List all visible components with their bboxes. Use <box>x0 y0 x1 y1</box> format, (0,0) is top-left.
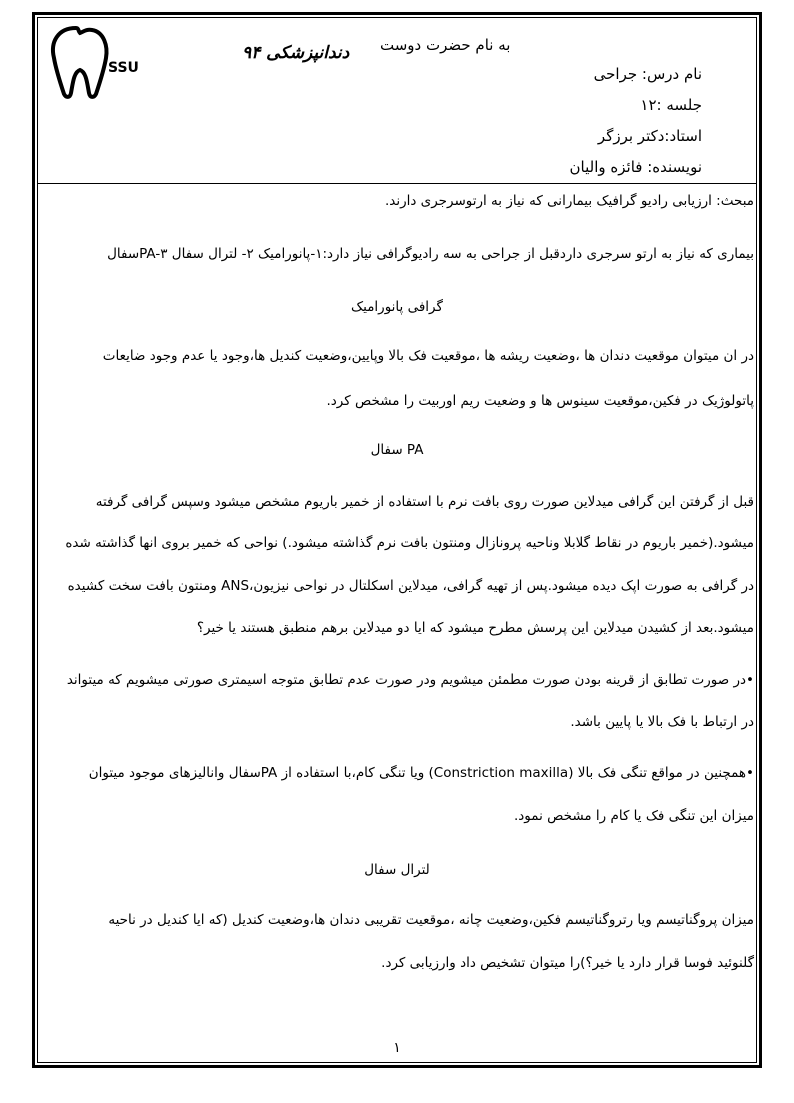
session-number: جلسه :۱۲ <box>640 96 702 114</box>
bismillah-heading: به نام حضرت دوست <box>380 36 511 54</box>
pa-line-1: قبل از گرفتن این گرافی میدلاین صورت روی بافت نرم با استفاده از خمیر باریوم مشخص میشود وسپس گرافی گرفته <box>95 494 754 510</box>
pa-bullet-2-line-2: میزان این تنگی فک یا کام را مشخص نمود. <box>513 808 754 824</box>
tooth-logo-icon <box>46 22 350 102</box>
pa-bullet-1-line-1: •در صورت تطابق از قرینه بودن صورت مطمئن میشویم ودر صورت عدم تطابق متوجه اسیمتری صورتی میشویم که میتواند <box>66 672 754 688</box>
topic-line: مبحث: ارزیابی رادیو گرافیک بیمارانی که نیاز به ارتوسرجری دارند. <box>384 193 754 209</box>
panoramic-line-2: پاتولوژیک در فکین،موقعیت سینوس ها و وضعیت ریم اوربیت را مشخص کرد. <box>326 393 754 409</box>
pa-bullet-1-line-2: در ارتباط با فک بالا یا پایین باشد. <box>570 714 754 730</box>
intro-line: بیماری که نیاز به ارتو سرجری داردقبل از جراحی به سه رادیوگرافی نیاز دارد:۱-پانورامیک ۲- لترال سفال PA-۳سفال <box>107 246 754 262</box>
pa-line-4: میشود.بعد از کشیدن میدلاین این پرسش مطرح میشود که ایا دو میدلاین برهم منطبق هستند یا خیر؟ <box>196 620 754 636</box>
page-number: ۱ <box>393 1040 401 1056</box>
svg-text:SSU: SSU <box>108 60 139 76</box>
pa-line-3: در گرافی به صورت اپک دیده میشود.پس از تهیه گرافی، میدلاین اسکلتال در نواحی نیزیون،ANS ومنتون بافت سخت کشیده <box>67 578 754 594</box>
svg-text:دندانپزشکی ۹۴: دندانپزشکی ۹۴ <box>242 43 350 63</box>
course-name: نام درس: جراحی <box>593 65 702 83</box>
header-divider <box>38 183 756 184</box>
pa-line-2: میشود.(خمیر باریوم در نقاط گلابلا وناحیه پرونازال ومنتون بافت نرم گذاشته میشود.) نواحی که خمیر بروی انها گذاشته شده <box>65 535 754 551</box>
pa-heading: PA سفال <box>370 442 424 458</box>
lateral-heading: لترال سفال <box>364 862 430 878</box>
professor-name: استاد:دکتر برزگر <box>597 127 702 145</box>
writer-name: نویسنده: فائزه والیان <box>569 158 702 176</box>
lateral-line-1: میزان پروگناتیسم ویا رتروگناتیسم فکین،وضعیت چانه ،موقعیت تقریبی دندان ها،وضعیت کندیل (که ایا کندیل در ناحیه <box>108 912 754 928</box>
dentistry-logo <box>46 22 350 102</box>
pa-bullet-2-line-1: •همچنین در مواقع تنگی فک بالا (Constriction maxilla) ویا تنگی کام،با استفاده از PAسفال وانالیزهای موجود میتوان <box>88 765 754 781</box>
panoramic-line-1: در ان میتوان موقعیت دندان ها ،وضعیت ریشه ها ،موقعیت فک بالا وپایین،وضعیت کندیل ها،وجود یا عدم وجود ضایعات <box>102 348 754 364</box>
panoramic-heading: گرافی پانورامیک <box>351 299 443 315</box>
lateral-line-2: گلنوئید فوسا قرار دارد یا خیر؟)را میتوان تشخیص داد وارزیابی کرد. <box>381 955 754 971</box>
